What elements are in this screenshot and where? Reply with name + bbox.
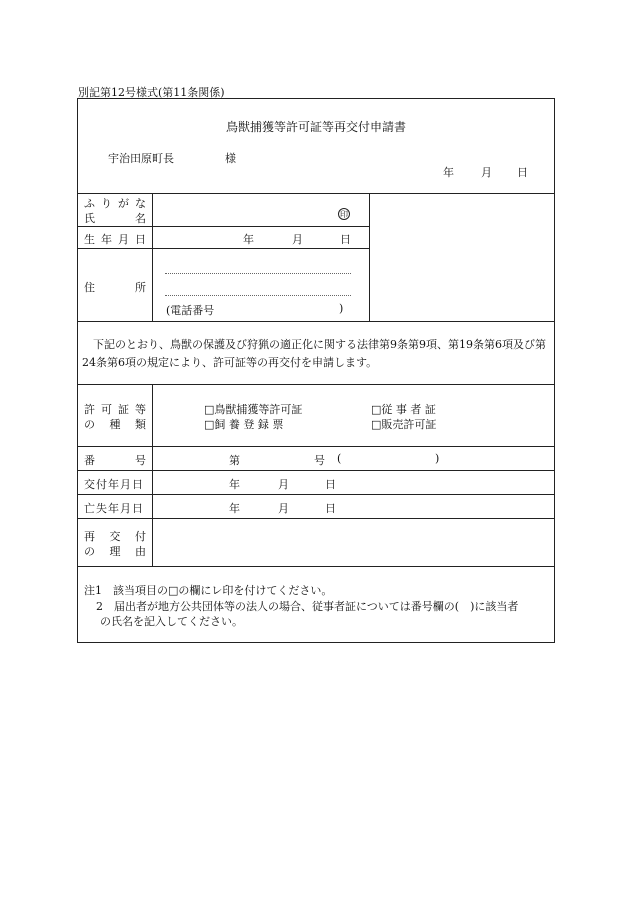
loss-year: 年 <box>229 502 240 515</box>
divider <box>77 446 555 447</box>
form-title: 鳥獣捕獲等許可証等再交付申請書 <box>225 120 406 134</box>
address-guide-line <box>165 295 351 296</box>
application-statement: 下記のとおり、鳥獣の保護及び狩猟の適正化に関する法律第9条第9項、第19条第6項及び第24条第6項の規定により、許可証等の再交付を申請します。 <box>82 338 546 369</box>
divider <box>77 248 369 249</box>
application-date-year: 年 <box>443 166 454 179</box>
note-2: 2 届出者が地方公共団体等の法人の場合、従事者証については番号欄の( )に該当者 <box>96 600 519 613</box>
number-dai: 第 <box>229 454 240 467</box>
form-reference: 別記第12号様式(第11条関係) <box>78 86 225 99</box>
address-label: 住 所 <box>84 281 146 294</box>
divider <box>77 384 555 385</box>
reissue-reason-label: の 理 由 <box>84 545 146 558</box>
note-2-continued: の氏名を記入してください。 <box>100 615 243 628</box>
divider <box>369 193 370 321</box>
furigana-label: ふ り が な <box>84 197 146 210</box>
birth-date-label: 生 年 月 日 <box>84 233 146 246</box>
sales-permit-checkbox[interactable]: □販売許可証 <box>371 418 437 431</box>
number-label: 番 号 <box>84 454 146 467</box>
reissue-reason-label: 再 交 付 <box>84 530 146 543</box>
addressee: 宇治田原町長 <box>108 152 174 165</box>
divider <box>77 566 555 567</box>
capture-permit-checkbox[interactable]: □鳥獣捕獲等許可証 <box>204 403 303 416</box>
phone-label: (電話番号 <box>166 304 215 317</box>
permit-type-label: の 種 類 <box>84 418 146 431</box>
divider <box>77 321 555 322</box>
seal-mark: 印 <box>340 210 348 219</box>
birth-day: 日 <box>340 233 351 246</box>
divider <box>77 226 369 227</box>
issue-month: 月 <box>278 478 289 491</box>
loss-date-label: 亡失年月日 <box>84 502 144 515</box>
name-label: 氏 名 <box>84 212 146 225</box>
divider <box>77 470 555 471</box>
application-date-month: 月 <box>481 166 492 179</box>
breeding-ticket-checkbox[interactable]: □飼 養 登 録 票 <box>204 418 284 431</box>
birth-year: 年 <box>243 233 254 246</box>
issue-year: 年 <box>229 478 240 491</box>
divider <box>152 384 153 566</box>
phone-close: ) <box>339 302 344 315</box>
application-date-day: 日 <box>517 166 528 179</box>
number-go: 号 <box>314 454 325 467</box>
divider <box>77 193 555 194</box>
divider <box>77 518 555 519</box>
number-paren-open: ( <box>337 452 342 465</box>
note-1: 注1 該当項目の□の欄にレ印を付けてください。 <box>84 584 333 597</box>
honorific: 様 <box>225 152 236 165</box>
issue-day: 日 <box>325 478 336 491</box>
issue-date-label: 交付年月日 <box>84 478 144 491</box>
assistant-cert-checkbox[interactable]: □従 事 者 証 <box>371 403 436 416</box>
divider <box>152 193 153 321</box>
loss-month: 月 <box>278 502 289 515</box>
number-paren-close: ) <box>435 452 440 465</box>
divider <box>77 494 555 495</box>
loss-day: 日 <box>325 502 336 515</box>
address-guide-line <box>165 273 351 274</box>
birth-month: 月 <box>292 233 303 246</box>
permit-type-label: 許 可 証 等 <box>84 403 146 416</box>
